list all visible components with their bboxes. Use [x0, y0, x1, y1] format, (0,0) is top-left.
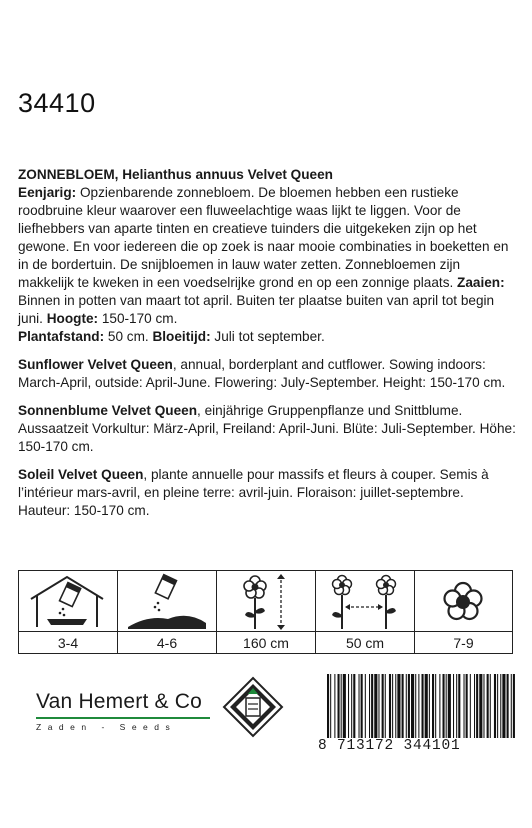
product-code: 34410: [18, 88, 96, 118]
brand-tagline: Zaden - Seeds: [36, 721, 177, 732]
barcode-bar: [439, 674, 440, 740]
barcode-bar: [470, 674, 471, 740]
plant-spacing-value: 50 cm: [316, 631, 414, 655]
barcode-bar: [385, 674, 386, 740]
barcode-bar: [500, 674, 501, 740]
barcode-bar: [483, 674, 484, 740]
barcode-bar: [371, 674, 373, 740]
brand-emblem-icon: [222, 676, 284, 738]
plant-height-cell: [216, 570, 315, 654]
flowering-months: 7-9: [415, 631, 512, 655]
german-name: Sonnenblume Velvet Queen: [18, 403, 198, 418]
barcode-bar: [479, 674, 482, 740]
barcode-bar: [476, 674, 478, 740]
barcode-bar: [443, 674, 445, 740]
barcode-digits: 8 713172 344101: [318, 738, 518, 754]
barcode-bar: [464, 674, 465, 740]
plant-height-value: 160 cm: [217, 631, 315, 655]
description-block: [18, 166, 518, 530]
barcode-bar: [351, 674, 352, 740]
plantafstand-text: 50 cm.: [104, 329, 149, 344]
barcode-bar: [446, 674, 447, 740]
french-text: , plante annuelle pour massifs et fleurs à couper. Semis à l’intérieur mars-avril, en pleine terre: avril-juin. Floraison: juillet-septembre. Hauteur: 150-170 cm.: [18, 467, 489, 518]
english-description: [18, 356, 518, 392]
growing-info-icons: [18, 570, 514, 656]
barcode-bar: [474, 674, 475, 740]
barcode-bar: [343, 674, 346, 740]
barcode-bar: [334, 674, 335, 740]
german-text: , einjährige Gruppenpflanze und Snittblume. Aussaatzeit Vorkultur: März-April, Freiland: April-Juni. Blüte: Juli-September. Höhe: 150-170 cm.: [18, 403, 516, 454]
barcode-bar: [365, 674, 366, 740]
flowering-icon: [415, 571, 512, 631]
barcode-bar: [397, 674, 400, 740]
barcode-bar: [415, 674, 416, 740]
barcode-bar: [456, 674, 457, 740]
barcode-bar: [406, 674, 407, 740]
barcode-bar: [435, 674, 436, 740]
eenjarig-label: Eenjarig:: [18, 185, 77, 200]
barcode-bar: [408, 674, 410, 740]
barcode-bar: [341, 674, 342, 740]
indoor-sowing-months: 3-4: [19, 631, 117, 655]
barcode-bar: [382, 674, 384, 740]
dutch-description: [18, 166, 518, 346]
plant-spacing-icon: [316, 571, 413, 631]
barcode-bar: [432, 674, 434, 740]
french-name: Soleil Velvet Queen: [18, 467, 144, 482]
barcode-bar: [507, 674, 509, 740]
barcode-bar: [361, 674, 363, 740]
barcode-bar: [348, 674, 349, 740]
barcode-bar: [418, 674, 419, 740]
zaaien-text: Binnen in potten van maart tot april. Buiten ter plaatse buiten van april tot begin juni.: [18, 293, 495, 326]
flowering-cell: [414, 570, 513, 654]
indoor-sowing-icon: [19, 571, 116, 631]
plant-height-icon: [217, 571, 314, 631]
brand-logo: [36, 690, 210, 732]
barcode-bar: [402, 674, 404, 740]
indoor-sowing-cell: [18, 570, 117, 654]
barcode-bar: [374, 674, 377, 740]
barcode-bar: [338, 674, 340, 740]
barcode-bar: [497, 674, 498, 740]
barcode-bar: [487, 674, 489, 740]
barcode-bar: [353, 674, 355, 740]
barcode-bar: [494, 674, 496, 740]
german-description: [18, 402, 518, 456]
hoogte-label: Hoogte:: [42, 311, 99, 326]
plantafstand-label: Plantafstand:: [18, 329, 105, 344]
barcode-bar: [466, 674, 468, 740]
brand-name: Van Hemert & Co: [36, 690, 203, 713]
outdoor-sowing-months: 4-6: [118, 631, 216, 655]
dutch-title-bold: ZONNEBLOEM,: [18, 167, 119, 182]
barcode-bar: [411, 674, 414, 740]
bloeitijd-text: Juli tot september.: [210, 329, 325, 344]
outdoor-sowing-icon: [118, 571, 215, 631]
barcode-bar: [369, 674, 370, 740]
barcode-bar: [359, 674, 360, 740]
barcode-bar: [502, 674, 505, 740]
barcode-bar: [392, 674, 393, 740]
barcode-bar: [422, 674, 424, 740]
outdoor-sowing-cell: [117, 570, 216, 654]
french-description: [18, 466, 518, 520]
barcode-bar: [448, 674, 451, 740]
english-name: Sunflower Velvet Queen: [18, 357, 173, 372]
brand-underline: [36, 717, 210, 719]
barcode-bar: [453, 674, 454, 740]
barcode-bar: [378, 674, 379, 740]
barcode-bar: [490, 674, 491, 740]
dutch-body: Opzienbarende zonnebloem. De bloemen hebben een rustieke roodbruine kleur waarover een fluweelachtige waas lijkt te liggen. Voor de liefhebbers van aparte tinten en creatieve tuinders die uitgekeken zijn op het gewone. En voor iedereen die op zoek is naar mooie combinaties in boeketten en in de bordertuin. De snijbloemen in lauw water zetten. Zonnebloemen zijn makkelijk te kweken in een voedselrijke grond en op een zonnige plaats.: [18, 185, 509, 290]
dutch-title-latin: Helianthus annuus Velvet Queen: [118, 167, 333, 182]
barcode-bar: [425, 674, 428, 740]
barcode-bar: [458, 674, 460, 740]
english-text: , annual, borderplant and cutflower. Sowing indoors: March-April, outside: April-June. Flowering: July-September. Height: 150-170 cm.: [18, 357, 506, 390]
zaaien-label: Zaaien:: [453, 275, 505, 290]
barcode-bar: [389, 674, 391, 740]
barcode-bar: [395, 674, 396, 740]
bloeitijd-label: Bloeitijd:: [148, 329, 211, 344]
plant-spacing-cell: [315, 570, 414, 654]
hoogte-text: 150-170 cm.: [98, 311, 178, 326]
